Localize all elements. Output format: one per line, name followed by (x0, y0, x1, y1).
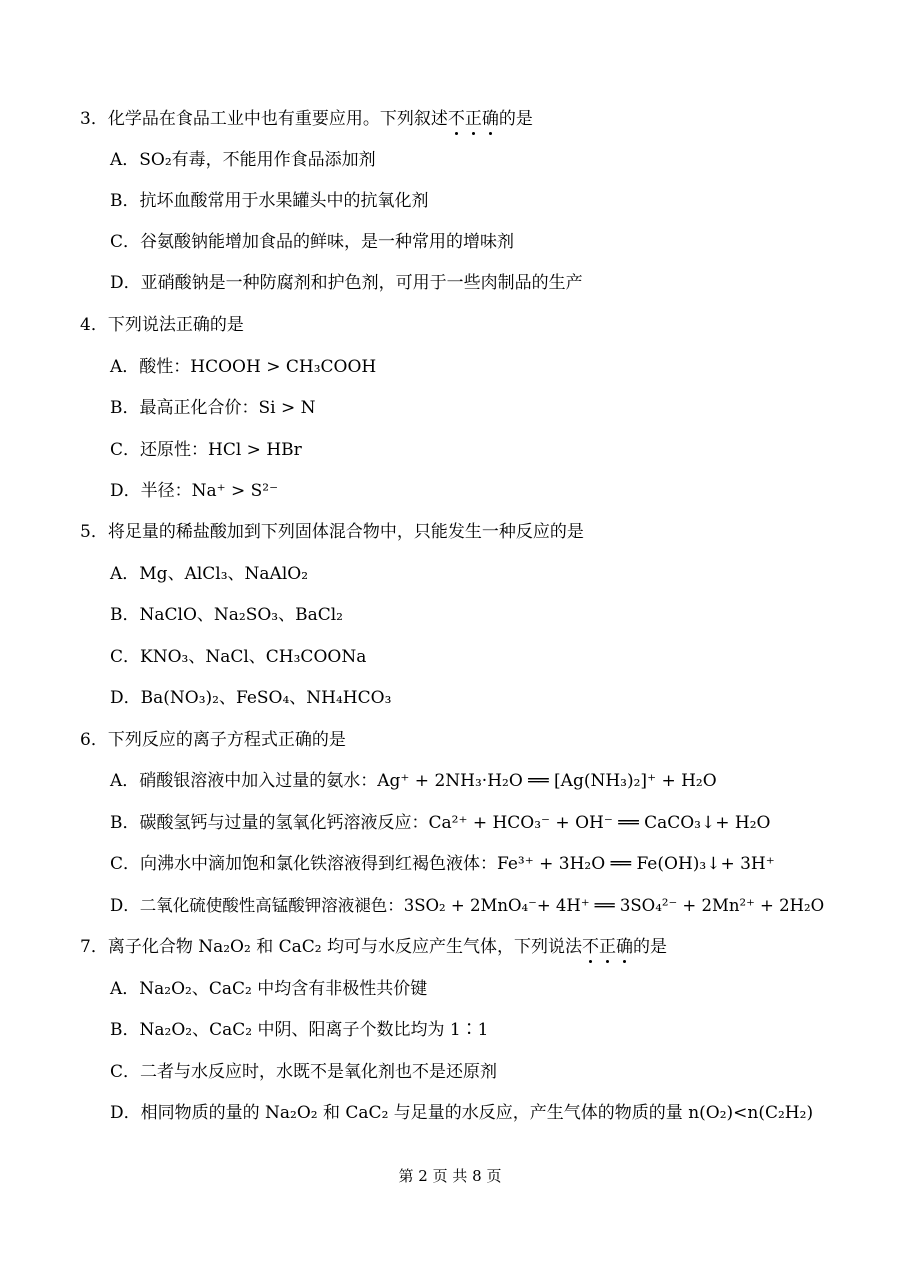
emphasis-char: 不 (447, 109, 465, 129)
question-5-stem: 5．将足量的稀盐酸加到下列固体混合物中，只能发生一种反应的是 (80, 522, 584, 542)
question-6-option-c: C．向沸水中滴加饱和氯化铁溶液得到红褐色液体：Fe³⁺ + 3H₂O ══ Fe(OH)₃↓+ 3H⁺ (110, 854, 775, 874)
question-3-stem (80, 108, 533, 130)
question-5-option-b: B．NaClO、Na₂SO₃、BaCl₂ (110, 605, 343, 625)
question-4-option-d: D．半径：Na⁺ > S²⁻ (110, 481, 279, 501)
question-3-stem-end: 的是 (498, 109, 533, 129)
question-5-option-d: D．Ba(NO₃)₂、FeSO₄、NH₄HCO₃ (110, 688, 392, 708)
question-3-option-c: C．谷氨酸钠能增加食品的鲜味，是一种常用的增味剂 (110, 232, 515, 252)
question-5-option-a: A．Mg、AlCl₃、NaAlO₂ (110, 564, 309, 584)
question-4-option-b: B．最高正化合价：Si > N (110, 398, 316, 418)
question-7-option-c: C．二者与水反应时，水既不是氧化剂也不是还原剂 (110, 1062, 498, 1082)
question-7-stem (80, 936, 667, 958)
question-5-option-c: C．KNO₃、NaCl、CH₃COONa (110, 647, 367, 667)
question-6-option-d: D．二氧化硫使酸性高锰酸钾溶液褪色：3SO₂ + 2MnO₄⁻+ 4H⁺ ══ 3SO₄²⁻ + 2Mn²⁺ + 2H₂O (110, 896, 825, 915)
question-7-option-a: A．Na₂O₂、CaC₂ 中均含有非极性共价键 (110, 979, 428, 999)
question-3-option-b: B．抗坏血酸常用于水果罐头中的抗氧化剂 (110, 191, 429, 211)
question-7-option-b: B．Na₂O₂、CaC₂ 中阴、阳离子个数比均为 1∶1 (110, 1020, 489, 1040)
question-6-option-a: A．硝酸银溶液中加入过量的氨水：Ag⁺ + 2NH₃·H₂O ══ [Ag(NH₃)₂]⁺ + H₂O (110, 771, 717, 791)
emphasis-char: 正 (464, 109, 482, 129)
question-3-stem-text: 3．化学品在食品工业中也有重要应用。下列叙述 (80, 109, 448, 129)
question-3-option-a: A．SO₂有毒，不能用作食品添加剂 (110, 150, 376, 170)
question-7-option-d: D．相同物质的量的 Na₂O₂ 和 CaC₂ 与足量的水反应，产生气体的物质的量 n(O₂)<n(C₂H₂) (110, 1103, 814, 1123)
question-4-option-c: C．还原性：HCl > HBr (110, 440, 302, 460)
emphasis-char: 确 (615, 937, 633, 957)
question-3-option-d: D．亚硝酸钠是一种防腐剂和护色剂，可用于一些肉制品的生产 (110, 273, 583, 293)
question-6-option-b: B．碳酸氢钙与过量的氢氧化钙溶液反应：Ca²⁺ + HCO₃⁻ + OH⁻ ══ CaCO₃↓+ H₂O (110, 813, 771, 833)
question-4-stem: 4．下列说法正确的是 (80, 315, 244, 335)
emphasis-char: 不 (581, 937, 599, 957)
question-4-option-a: A．酸性：HCOOH > CH₃COOH (110, 357, 377, 377)
page-footer: 第 2 页 共 8 页 (398, 1167, 502, 1185)
question-7-stem-text: 7．离子化合物 Na₂O₂ 和 CaC₂ 均可与水反应产生气体，下列说法 (80, 937, 582, 957)
question-6-stem: 6．下列反应的离子方程式正确的是 (80, 730, 346, 750)
question-7-stem-end: 的是 (632, 937, 667, 957)
emphasis-char: 确 (481, 109, 499, 129)
emphasis-char: 正 (598, 937, 616, 957)
